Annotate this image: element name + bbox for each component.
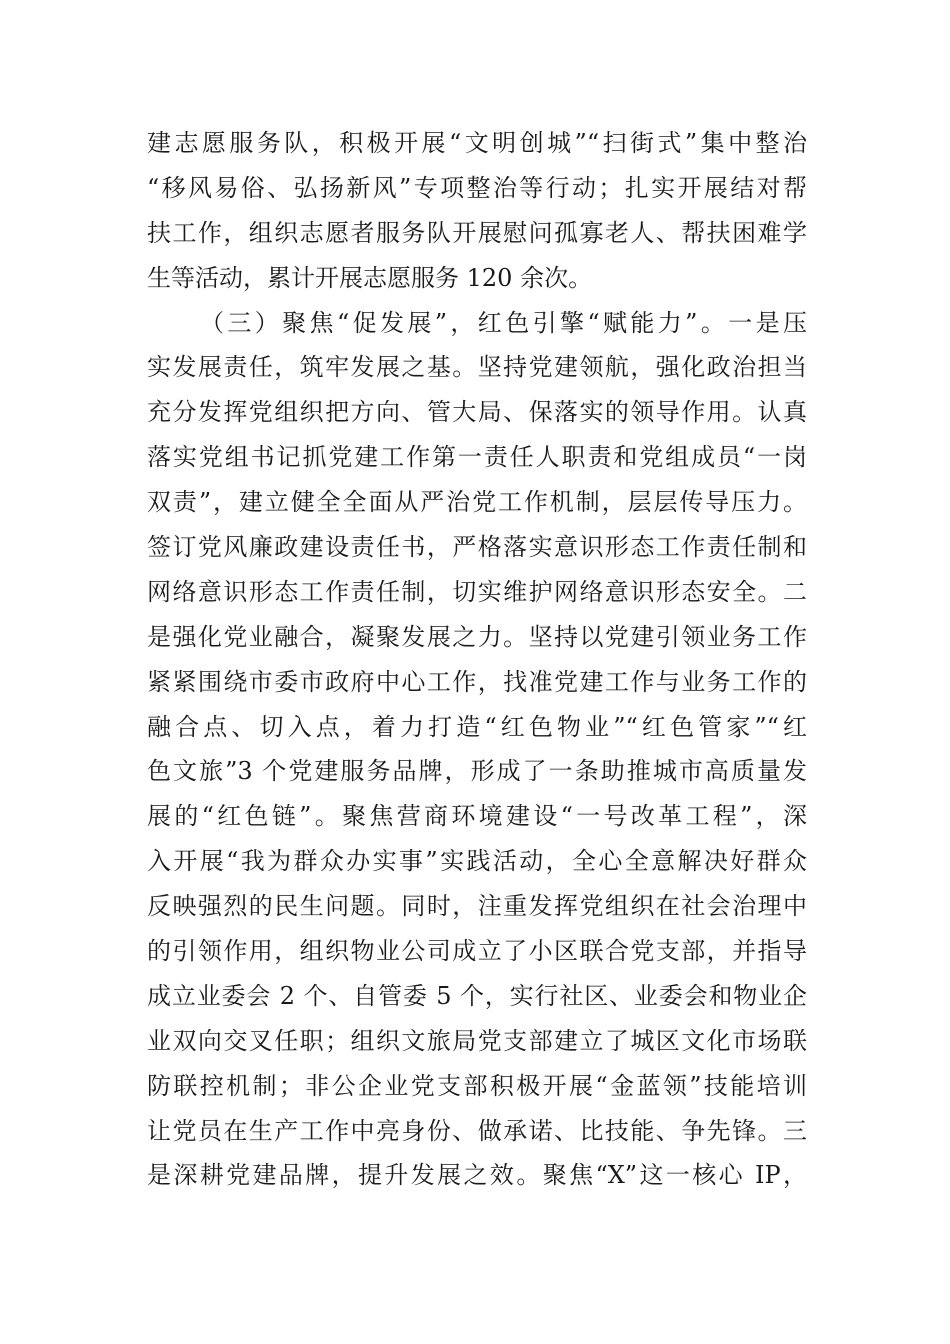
text-line: 网络意识形态工作责任制，切实维护网络意识形态安全。二 — [147, 577, 807, 606]
text-line: 生等活动，累计开展志愿服务 120 余次。 — [147, 263, 593, 292]
text-line: 入开展“我为群众办实事”实践活动，全心全意解决好群众 — [147, 847, 807, 876]
body-text — [147, 121, 807, 1198]
text-line: 让党员在生产工作中亮身份、做承诺、比技能、争先锋。三 — [147, 1116, 807, 1145]
text-line: 业双向交叉任职；组织文旅局党支部建立了城区文化市场联 — [147, 1026, 807, 1055]
text-line: 融合点、切入点，着力打造“红色物业”“红色管家”“红 — [147, 712, 807, 741]
text-line: 充分发挥党组织把方向、管大局、保落实的领导作用。认真 — [147, 398, 807, 427]
text-line: 双责”，建立健全全面从严治党工作机制，层层传导压力。 — [147, 488, 807, 517]
text-line: 实发展责任，筑牢发展之基。坚持党建领航，强化政治担当 — [147, 353, 807, 382]
text-line: “移风易俗、弘扬新风”专项整治等行动；扎实开展结对帮 — [147, 173, 807, 202]
text-line: 扶工作，组织志愿者服务队开展慰问孤寡老人、帮扶困难学 — [147, 218, 807, 247]
text-line: 建志愿服务队，积极开展“文明创城”“扫街式”集中整治 — [147, 129, 807, 157]
text-line: 展的“红色链”。聚焦营商环境建设“一号改革工程”，深 — [147, 802, 807, 831]
text-line: 防联控机制；非公企业党支部积极开展“金蓝领”技能培训 — [147, 1071, 807, 1100]
text-line: 色文旅”3 个党建服务品牌，形成了一条助推城市高质量发 — [147, 757, 807, 786]
section-heading-line: （三）聚焦“促发展”，红色引擎“赋能力”。一是压 — [200, 308, 807, 337]
text-line: 反映强烈的民生问题。同时，注重发挥党组织在社会治理中 — [147, 892, 807, 921]
text-line: 签订党风廉政建设责任书，严格落实意识形态工作责任制和 — [147, 533, 807, 562]
text-line: 成立业委会 2 个、自管委 5 个，实行社区、业委会和物业企 — [147, 981, 807, 1010]
text-line: 是深耕党建品牌，提升发展之效。聚焦“X”这一核心 IP， — [147, 1161, 807, 1190]
text-line: 的引领作用，组织物业公司成立了小区联合党支部，并指导 — [147, 937, 807, 966]
text-line: 紧紧围绕市委市政府中心工作，找准党建工作与业务工作的 — [147, 667, 807, 696]
text-line: 是强化党业融合，凝聚发展之力。坚持以党建引领业务工作 — [147, 622, 807, 651]
text-line: 落实党组书记抓党建工作第一责任人职责和党组成员“一岗 — [147, 443, 807, 472]
